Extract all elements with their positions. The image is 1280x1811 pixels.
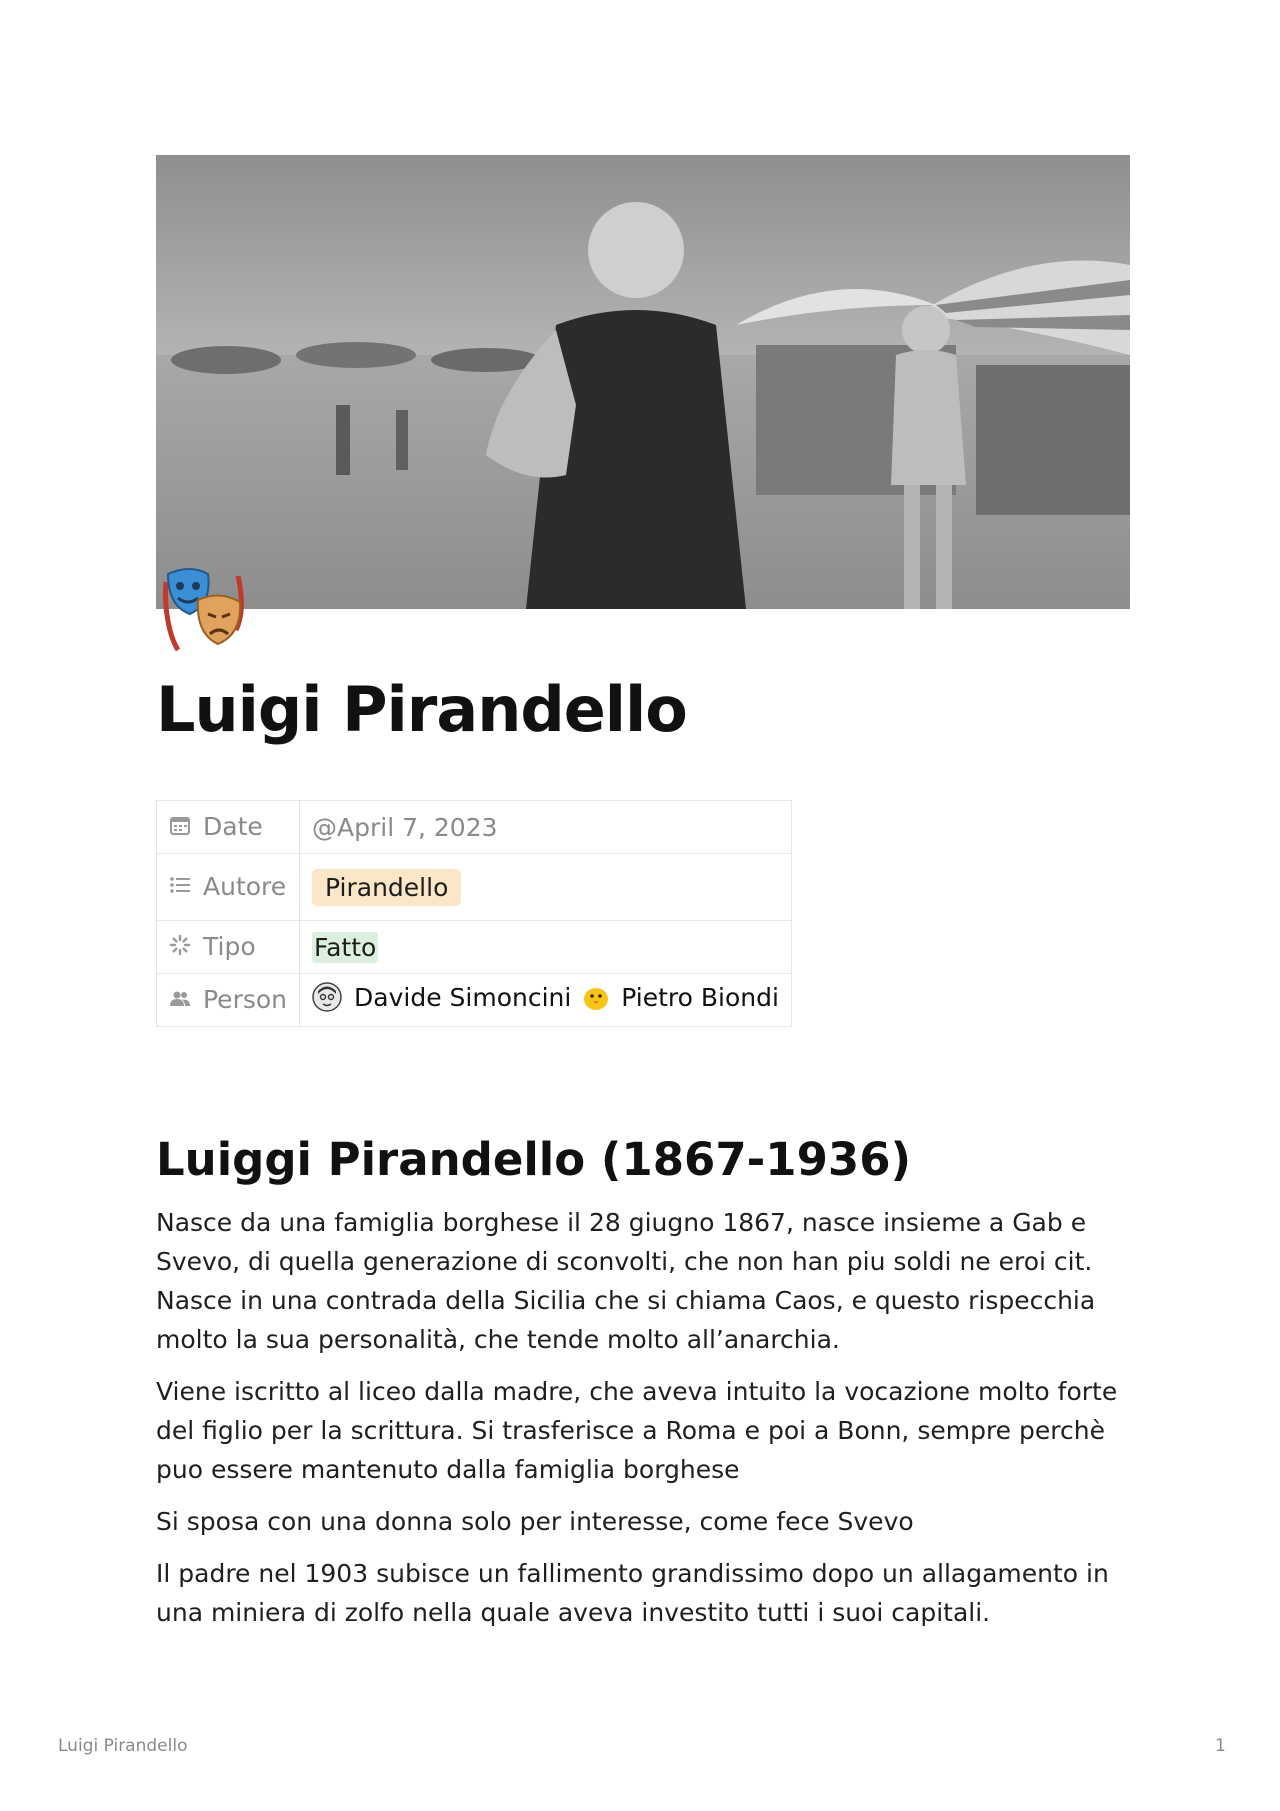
person-value — [300, 974, 792, 1027]
property-row-tipo — [157, 921, 792, 974]
person-name: Davide Simoncini — [354, 982, 572, 1012]
paragraph: Viene iscritto al liceo dalla madre, che aveva intuito la vocazione molto forte del figlio per la scrittura. Si trasferisce a Roma e poi a Bonn, sempre perchè puo essere mantenuto dalla famiglia borghese — [156, 1377, 1118, 1484]
person-name: Pietro Biondi — [621, 982, 779, 1012]
property-row-person — [157, 974, 792, 1027]
property-key — [157, 974, 300, 1027]
status-loading-icon — [169, 933, 193, 962]
paragraph: Il padre nel 1903 subisce un fallimento grandissimo dopo un allagamento in una miniera di zolfo nella quale aveva investito tutti i suoi capitali. — [156, 1559, 1109, 1627]
chick-icon — [581, 982, 611, 1012]
property-key-label: Autore — [203, 871, 287, 901]
properties-table — [156, 800, 792, 1027]
page-title: Luigi Pirandello — [156, 673, 687, 746]
autore-value — [300, 854, 792, 921]
property-row-autore — [157, 854, 792, 921]
autore-tag[interactable]: Pirandello — [312, 869, 461, 906]
date-value[interactable]: @April 7, 2023 — [300, 801, 792, 854]
property-key-label: Person — [203, 984, 288, 1014]
body-text — [156, 1203, 1136, 1645]
cover-image — [156, 155, 1130, 609]
footer-page-number: 1 — [1215, 1736, 1226, 1756]
section-heading: Luiggi Pirandello (1867-1936) — [156, 1133, 912, 1186]
paragraph: Si sposa con una donna solo per interesse, come fece Svevo — [156, 1507, 914, 1536]
property-key-label: Date — [203, 811, 263, 841]
person-chip[interactable] — [579, 982, 779, 1012]
property-key — [157, 854, 300, 921]
property-key — [157, 801, 300, 854]
tipo-tag[interactable]: Fatto — [314, 932, 377, 962]
list-icon — [169, 873, 193, 902]
avatar-icon — [312, 982, 342, 1012]
people-icon — [169, 986, 193, 1015]
tipo-value — [300, 921, 792, 974]
property-key-label: Tipo — [203, 931, 256, 961]
theater-masks-icon — [156, 564, 252, 660]
property-key — [157, 921, 300, 974]
property-row-date — [157, 801, 792, 854]
calendar-icon — [169, 813, 193, 842]
footer-title: Luigi Pirandello — [58, 1736, 188, 1756]
person-chip[interactable] — [312, 982, 571, 1012]
paragraph: Nasce da una famiglia borghese il 28 giugno 1867, nasce insieme a Gab e Svevo, di quella generazione di sconvolti, che non han piu soldi ne eroi cit. Nasce in una contrada della Sicilia che si chiama Caos, e questo rispecchia molto la sua personalità, che tende molto all’anarchia. — [156, 1208, 1096, 1354]
